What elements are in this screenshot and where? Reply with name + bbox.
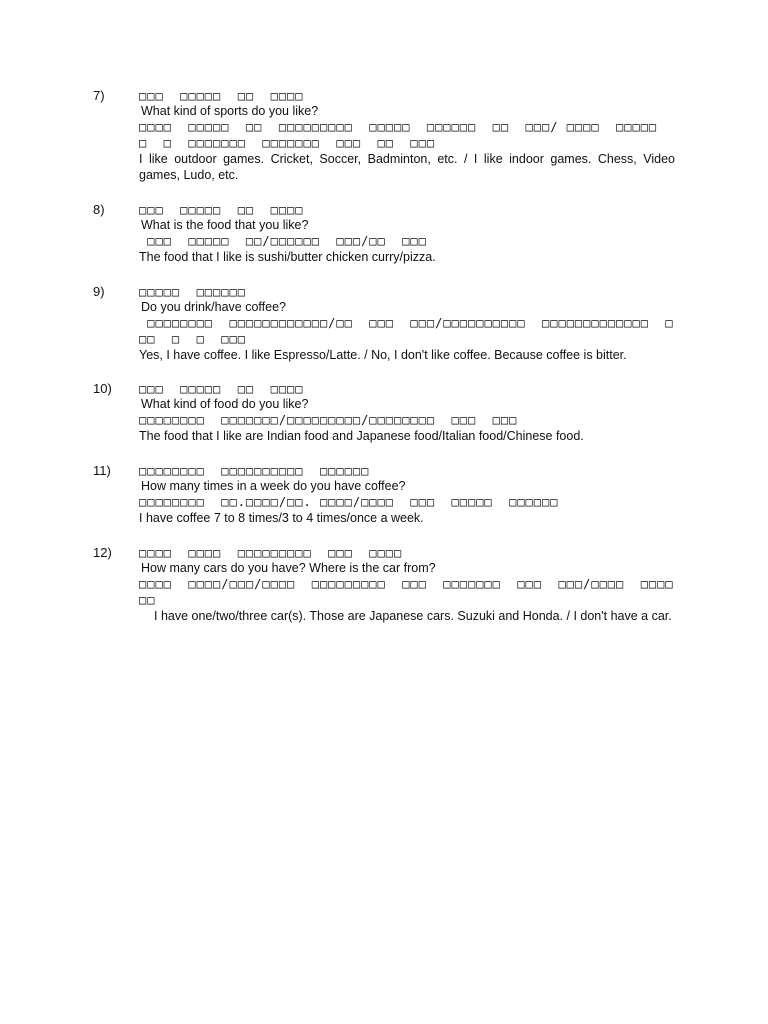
item-number: 7) — [93, 88, 105, 103]
answer-text: I have coffee 7 to 8 times/3 to 4 times/once a week. — [139, 511, 424, 525]
answer-glyphs: □□□□ □□□□□ □□ □□□□□□□□□ □□□□□ □□□□□□ □□ □□□/ □□□□ □□□□□ □ □ □□□□□□□ □□□□□□□ □□□ □□ □□□ — [139, 120, 674, 150]
heading-glyphs: □□□ □□□□□ □□ □□□□ — [139, 203, 304, 217]
item-body — [139, 284, 675, 363]
list-item-10 — [93, 381, 683, 444]
item-number: 12) — [93, 545, 112, 560]
answer-glyphs: □□□□□□□□ □□□□□□□/□□□□□□□□□/□□□□□□□□ □□□ □□□ — [139, 413, 518, 427]
item-number: 11) — [93, 463, 111, 478]
question-text: What kind of food do you like? — [141, 397, 309, 411]
heading-glyphs: □□□ □□□□□ □□ □□□□ — [139, 89, 304, 103]
item-number: 8) — [93, 202, 105, 217]
question-text: What is the food that you like? — [141, 218, 309, 232]
heading-glyphs: □□□□□ □□□□□□ — [139, 285, 246, 299]
list-item-9 — [93, 284, 683, 363]
question-text: How many times in a week do you have coffee? — [141, 479, 406, 493]
item-number: 9) — [93, 284, 105, 299]
answer-text: I like outdoor games. Cricket, Soccer, Badminton, etc. / I like indoor games. Chess, Video games, Ludo, etc. — [139, 152, 675, 182]
item-body — [139, 463, 675, 526]
item-body — [139, 88, 675, 183]
answer-text: Yes, I have coffee. I like Espresso/Latte. / No, I don't like coffee. Because coffee is bitter. — [139, 348, 627, 362]
question-text: Do you drink/have coffee? — [141, 300, 287, 314]
item-body — [139, 545, 675, 624]
list-item-7 — [93, 88, 683, 183]
answer-glyphs: □□□□□□□□ □□□□□□□□□□□□/□□ □□□ □□□/□□□□□□□□□□ □□□□□□□□□□□□□ □□□ □ □ □□□ — [139, 316, 674, 346]
item-body — [139, 381, 675, 444]
list-item-12 — [93, 545, 683, 624]
answer-glyphs: □□□ □□□□□ □□/□□□□□□ □□□/□□ □□□ — [139, 234, 427, 248]
heading-glyphs: □□□□ □□□□ □□□□□□□□□ □□□ □□□□ — [139, 546, 403, 560]
answer-glyphs: □□□□□□□□ □□.□□□□/□□. □□□□/□□□□ □□□ □□□□□ □□□□□□ — [139, 495, 559, 509]
item-body — [139, 202, 675, 265]
list-item-11 — [93, 463, 683, 526]
answer-text: I have one/two/three car(s). Those are Japanese cars. Suzuki and Honda. / I don't have a car. — [154, 609, 672, 623]
answer-text: The food that I like are Indian food and Japanese food/Italian food/Chinese food. — [139, 429, 584, 443]
answer-text: The food that I like is sushi/butter chicken curry/pizza. — [139, 250, 436, 264]
heading-glyphs: □□□□□□□□ □□□□□□□□□□ □□□□□□ — [139, 464, 370, 478]
item-number: 10) — [93, 381, 112, 396]
question-text: How many cars do you have? Where is the car from? — [141, 561, 436, 575]
heading-glyphs: □□□ □□□□□ □□ □□□□ — [139, 382, 304, 396]
question-text: What kind of sports do you like? — [141, 104, 319, 118]
list-item-8 — [93, 202, 683, 265]
answer-glyphs: □□□□ □□□□/□□□/□□□□ □□□□□□□□□ □□□ □□□□□□□ □□□ □□□/□□□□ □□□□□□ — [139, 577, 674, 607]
